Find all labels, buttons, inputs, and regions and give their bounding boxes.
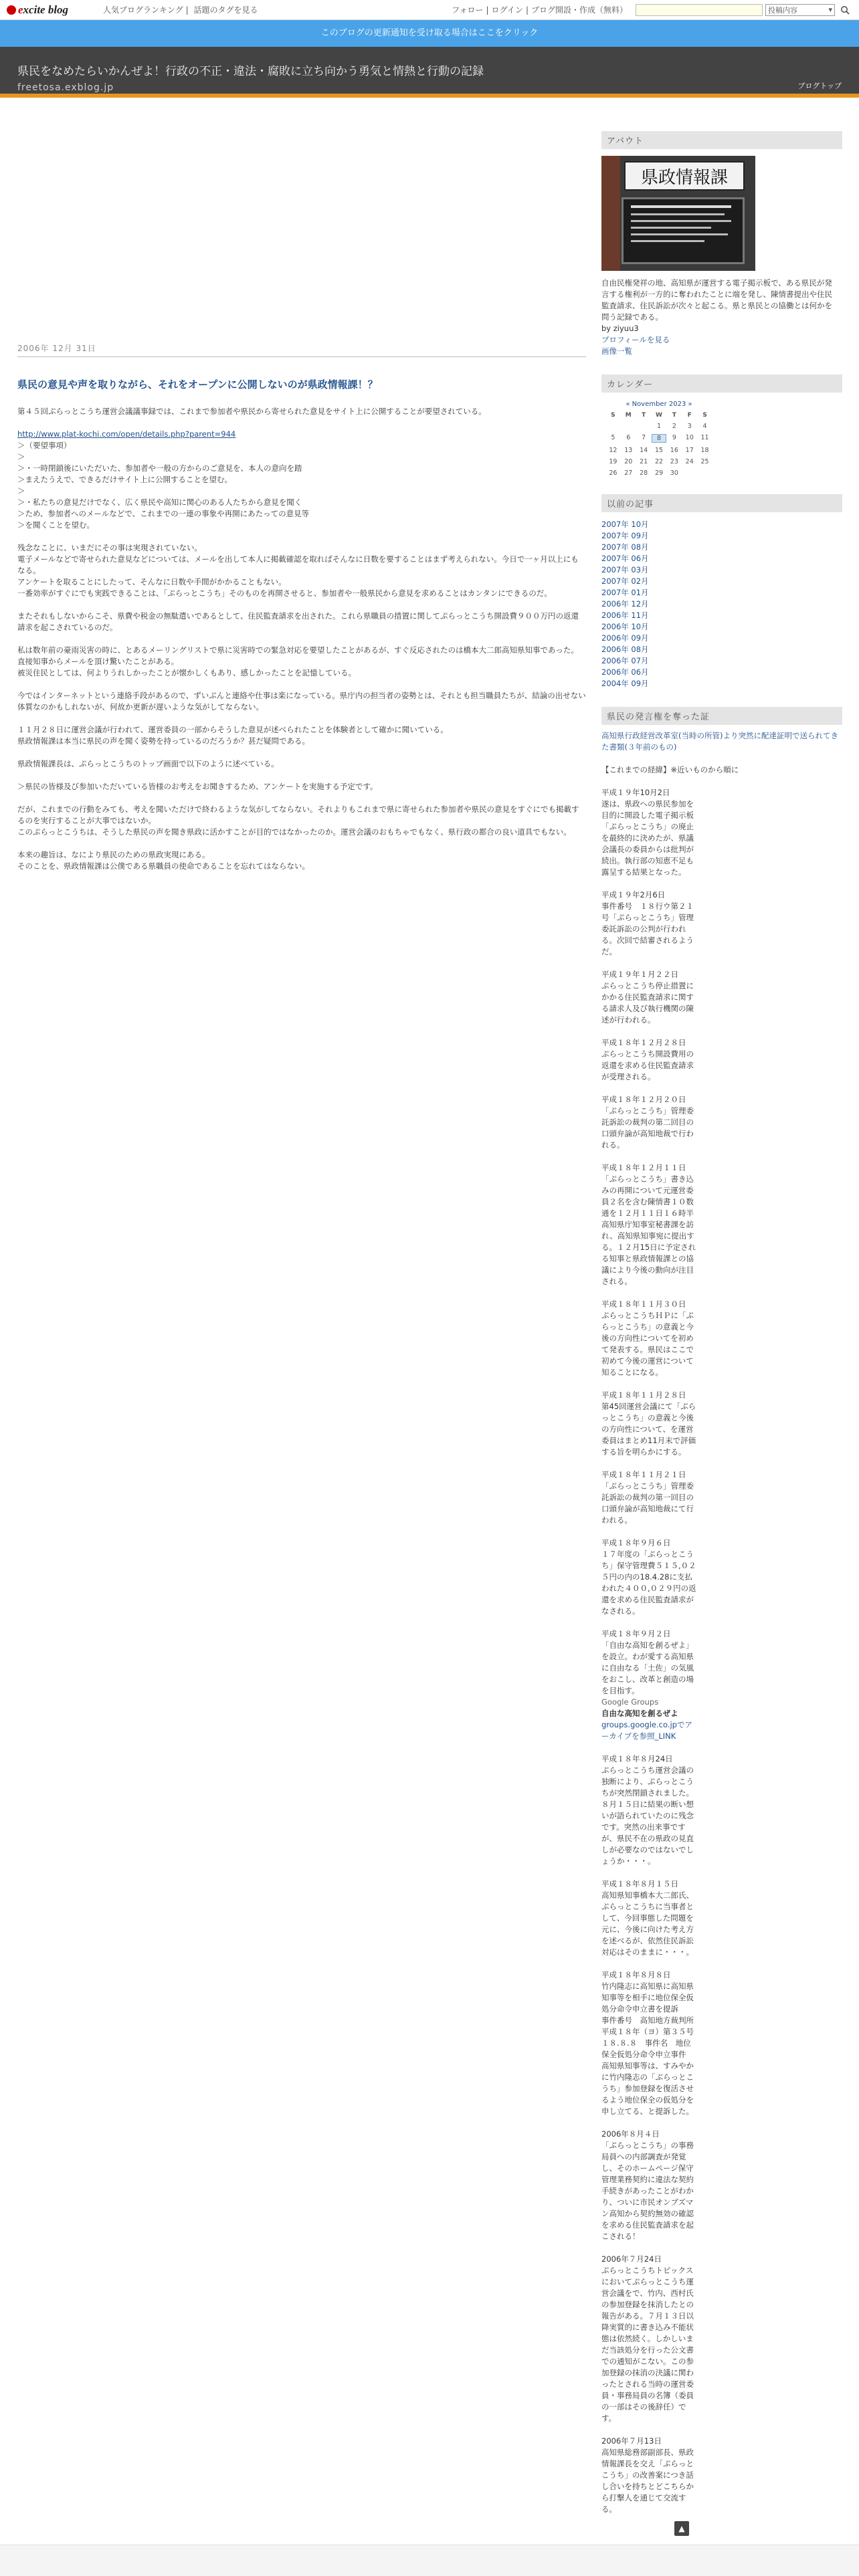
calendar-day[interactable]: 19 (609, 458, 617, 465)
sidebar (601, 131, 842, 2533)
history-date: 平成１８年８月24日 (601, 1754, 673, 1763)
history-date: 平成１８年１２月１１日 (601, 1163, 686, 1172)
profile-image-sign: 県政情報課 (640, 167, 728, 188)
profile-link[interactable]: プロフィールを見る (601, 335, 670, 344)
history-item (601, 1537, 698, 1617)
header-stripe (0, 94, 859, 98)
history-date: 平成１８年９月２日 (601, 1629, 671, 1638)
history-item (601, 1162, 698, 1287)
image-list-link[interactable]: 画像一覧 (601, 346, 632, 356)
post-body (17, 406, 586, 872)
history-item (601, 1879, 698, 1958)
calendar-day[interactable]: 13 (624, 447, 633, 454)
history-list (601, 787, 702, 2515)
archive-month-link[interactable]: 2006年 06月 (601, 667, 649, 677)
logo-globe-icon (7, 5, 16, 15)
history-item (601, 1390, 698, 1458)
archive-section (601, 494, 842, 689)
history-date: 平成１８年１２月２０日 (601, 1095, 686, 1104)
update-notify-banner[interactable]: このブログの更新通知を受け取る場合はここをクリック (0, 20, 859, 47)
post-line: だが、これまでの行動をみても、考えを聞いただけで終わるような気がしてならない。それよりもこれまで県に寄せられた参加者や県民の意見をすぐにでも掲載するのを実行することが大事ではないか。 (17, 804, 579, 825)
quote-line: ＞・一時閉鎖後にいただいた、参加者や一般の方からのご意見を、本人の意向を踏 (17, 463, 302, 473)
calendar-weekday: W (656, 412, 662, 419)
post-line: 私は数年前の豪雨災害の時に、とあるメーリングリストで県に災害時での緊急対応を要望したことがあるが、すぐ反応されたのは橋本大二郎高知県知事であった。直接知事からメールを頂け驚いたことがある。 (17, 645, 579, 666)
calendar-day[interactable]: 25 (700, 458, 709, 465)
archive-list (601, 519, 842, 689)
google-groups-image: Google Groups (601, 1697, 659, 1707)
archive-month-link[interactable]: 2007年 02月 (601, 576, 649, 586)
footer (0, 2545, 859, 2576)
post-paragraph (17, 724, 586, 747)
tags-link[interactable]: 話題のタグを見る (193, 5, 258, 15)
calendar-day[interactable]: 12 (609, 447, 617, 454)
history-extra: 事件番号 高知地方裁判所 平成１８年（ヨ）第３５号 １８.８.８ 事件名 地位保全仮処分命令申立事件 (601, 2016, 702, 2059)
history-text: １７年度の「ぷらっとこうち」保守管理費５１５,０２５円の内の18.4.28に支払われた４００,０２９円の返還を求める住民監査請求がなされる。 (601, 1549, 696, 1616)
blog-top-link[interactable]: ブログトップ (797, 82, 842, 90)
post-paragraph: ＞県民の皆様及び参加いただいている皆様のお考えをお聞きするため、アンケートを実施する予定です。 (17, 782, 378, 791)
history-item (601, 787, 698, 878)
excite-blog-logo[interactable] (7, 3, 94, 17)
calendar-heading: カレンダー (601, 374, 842, 393)
search-scope-select[interactable] (765, 4, 835, 16)
quote-line: ＞・私たちの意見だけでなく、広く県民や高知に関心のある人たちから意見を聞く (17, 498, 302, 507)
calendar-day[interactable]: 24 (685, 458, 694, 465)
history-item (601, 1969, 702, 2117)
history-intro: 【これまでの経緯】※近いものから順に (601, 765, 739, 774)
google-groups-link[interactable]: groups.google.co.jp (601, 1720, 677, 1729)
quote-block (17, 440, 586, 531)
main-content (17, 342, 586, 883)
history-date: 平成１８年８月８日 (601, 1970, 671, 1979)
history-text: 高知県総務部副部長、県政情報課長を交え「ぷらっとこうち」の改善案につき話し合いを持ちとどこちらから打撃人を通じて交流する。 (601, 2448, 694, 2514)
post-line: このぷらっとこうちは、そうした県民の声を聞き県政に活かすことが目的ではなかったのか。運営会議のおもちゃでもなく、県行政の都合の良い道具でもない。 (17, 827, 571, 837)
history-date: 2006年７月13日 (601, 2436, 662, 2446)
history-item (601, 1469, 698, 1526)
calendar-day[interactable]: 20 (624, 458, 633, 465)
calendar-day[interactable]: 28 (640, 469, 648, 477)
history-text: ぷらっとこうち運営会議の独断により、ぷらっとこうちが突然閉鎖されました。８月１５日に結果の断い想いが語られていたのに残念です。突然の出来事ですが、県民不在の県政の見直しが必要なのではないでしょうか・・・。 (601, 1765, 694, 1866)
calendar-day[interactable]: 16 (670, 447, 678, 454)
calendar-day[interactable]: 17 (685, 447, 694, 454)
history-text: 「ぷらっとこうち」管理委託訴訟の裁判の第二回目の口頭弁論が高知地裁で行われる。 (601, 1106, 694, 1150)
calendar-weekday: F (687, 412, 692, 419)
post-line: そのことを、県政情報課は公僕である県職員の使命であることを忘れてはならない。 (17, 861, 310, 871)
calendar-day[interactable]: 11 (700, 434, 709, 441)
post-paragraph (17, 804, 586, 838)
history-date: 平成１８年９月６日 (601, 1538, 671, 1547)
blog-title[interactable]: 県民をなめたらいかんぜよ！行政の不正・違法・腐敗に立ち向かう勇気と情熱と行動の記録 (17, 65, 484, 78)
calendar-day[interactable]: 18 (700, 447, 709, 454)
history-item (601, 1094, 698, 1151)
search-button[interactable] (838, 3, 852, 17)
archive-month-link[interactable]: 2006年 08月 (601, 645, 649, 654)
blog-url: freetosa.exblog.jp (17, 82, 114, 93)
history-text: 「自由な高知を創るぜよ」を設立。わが愛する高知県に自由なる「土佐」の気風をおこし、改革と創造の場を目指す。 (601, 1640, 694, 1695)
excite-topbar: e xcite blog 人気ブログランキング | 話題のタグを見る フォロー | ログイン | ブログ開設・作成（無料） 投稿内容 ▾ (0, 0, 859, 20)
archive-month-link[interactable]: 2007年 01月 (601, 588, 649, 597)
archive-month-link[interactable]: 2007年 06月 (601, 554, 649, 563)
history-text: 竹内隆志に高知県に高知県知事等を相手に地位保全仮処分命令申立書を提訴 (601, 1981, 694, 2014)
post-line: アンケートを取ることにしたって、そんなに日数や手間がかかることもない。 (17, 577, 286, 586)
history-text: 第45回運営会議にて「ぷらっとこうち」の意義と今後の方向性について、を運営委員はまとめ11月末で評価する旨を明らかにする。 (601, 1402, 696, 1457)
archive-month-link[interactable]: 2006年 07月 (601, 656, 649, 665)
post-date: 2006年 12月 31日 (17, 342, 586, 357)
calendar-day[interactable]: 3 (687, 423, 692, 430)
login-link[interactable]: ログイン (491, 5, 523, 15)
history-text: ぷらっとこうち停止措置にかかる住民監査請求に関する請求人及び執行機関の陳述が行われる。 (601, 981, 694, 1025)
about-section (601, 131, 842, 357)
post-paragraph: またそれもしないからこそ、県費や税金の無駄遣いであるとして、住民監査請求を出された。これら県職員の措置に関してぷらっとこうち開設費９００万円の返還請求を起こされているのだ。 (17, 611, 579, 632)
blog-header (0, 47, 859, 94)
quote-line: ＞まえたうえで、できるだけサイト上に公開することを望む。 (17, 475, 232, 484)
calendar-day (697, 469, 712, 477)
calendar-weekday: S (611, 412, 615, 419)
post-line: 残念なことに、いまだにその事は実現されていない。 (17, 543, 202, 552)
history-item (601, 1753, 698, 1867)
calendar-section (601, 374, 842, 477)
post-line: 県政情報課は本当に県民の声を聞く姿勢を持っているのだろうか？甚だ疑問である。 (17, 736, 310, 746)
history-text: 遂は、県政への県民参加を目的に開設した電子掲示板「ぷらっとこうち」の廃止を最終的に決めたが、県議会議長の委員からは批判が続出。執行部の知恵不足も露呈する結果となった。 (601, 799, 694, 877)
post-line: １１月２８日に運営会議が行われて、運営委員の一部からそうした意見が述べられたことを体験者として確かに聞いている。 (17, 725, 448, 734)
archive-month-link[interactable]: 2004年 09月 (601, 679, 649, 688)
quote-line: ＞ため、参加者へのメールなどで、これまでの一連の事象や再開にあたっての意見等 (17, 509, 310, 518)
about-description: 自由民権発祥の地、高知県が運営する電子掲示板で、ある県民が発言する権利が一方的に奪われたことに端を発し、陳情書提出や住民監査請求、住民訴訟が次々と起こる。県と県民との協働とは何かを問う記録である。 (601, 278, 832, 322)
history-date: 2006年８月４日 (601, 2129, 660, 2139)
group-name: 自由な高知を創るぜよ (601, 1709, 678, 1718)
post-paragraph: 今ではインターネットという連絡手段があるので、ずいぶんと連絡や仕事は楽になっている。県庁内の担当者の姿勢とは、それとも担当職員たちが、結論の出せない体質なのかもしれないが、何故か更新が遅いような気がしてならない。 (17, 691, 586, 712)
about-author: by ziyuu3 (601, 324, 639, 333)
calendar-day (636, 423, 652, 430)
archive-month-link[interactable]: 2006年 09月 (601, 633, 649, 643)
history-item (601, 889, 698, 958)
calendar-day[interactable]: 22 (654, 458, 664, 465)
archive-month-link[interactable]: 2007年 10月 (601, 520, 649, 529)
post-paragraph: 第４５回ぷらっとこうち運営会議議事録では、これまで参加者や県民から寄せられた意見をサイト上に公開することが要望されている。 (17, 407, 486, 416)
logo-e: e (18, 3, 23, 16)
search-input[interactable] (636, 4, 763, 16)
history-text: 事件番号 １８行ウ第２１号「ぷらっとこうち」管理委託訴訟の公判が行われる。次回で結審されるようだ。 (601, 901, 694, 956)
calendar-day[interactable]: 26 (609, 469, 617, 477)
calendar-day[interactable]: 14 (640, 447, 648, 454)
history-date: 平成１９年2月6日 (601, 890, 666, 899)
calendar-month-nav[interactable]: « November 2023 » (626, 401, 692, 408)
calendar (605, 401, 712, 477)
logo-text: xcite blog (23, 3, 69, 16)
history-item (601, 1628, 698, 1742)
calendar-day[interactable]: 5 (611, 434, 615, 441)
evidence-heading: 県民の発言権を奪った証 (601, 707, 842, 725)
search-icon (840, 5, 850, 15)
archive-month-link[interactable]: 2006年 10月 (601, 622, 649, 631)
create-blog-link[interactable]: ブログ開設・作成（無料） (531, 5, 628, 15)
history-extra: 高知県知事等は、すみやかに竹内隆志の「ぷらっとこうち」参加登録を復活させるよう地位保全の仮処分を申し立てる、と提訴した。 (601, 2061, 694, 2116)
history-date: 平成１８年１２月２８日 (601, 1038, 686, 1047)
calendar-day[interactable]: 10 (685, 434, 694, 441)
quote-line: ＞（要望事項） (17, 441, 72, 450)
calendar-day[interactable]: 21 (640, 458, 648, 465)
history-text: ぷらっとこうちトピックスにおいてぷらっとこうち運営会議をで、竹内、西村氏の参加登録を抹消したとの報告がある。７月１３日以降実質的に書き込み不能状態は依然続く。しかしいまだ当該処分を行った公文書での通知がこない。この参加登録の抹消の決議に関わったとされる当時の運営委員・事務局員の名簿（委員の一部はその後辞任）です。 (601, 2266, 694, 2423)
history-item (601, 969, 698, 1026)
post-title[interactable]: 県民の意見や声を取りながら、それをオープンに公開しないのが県政情報課！？ (17, 379, 378, 391)
calendar-day[interactable]: 23 (670, 458, 678, 465)
post-paragraph (17, 645, 586, 679)
history-text: ぷらっとこうち開設費用の返還を求める住民監査請求が受理される。 (601, 1049, 694, 1081)
chevron-up-icon: ▲ (678, 2524, 685, 2533)
calendar-day[interactable]: 4 (702, 423, 707, 430)
calendar-day[interactable]: 9 (672, 434, 676, 441)
post-line: 一番効率がすぐにでも実践できることは、「ぷらっとこうち」そのものを再開させると、参加者や一般県民から意見を求めることはカンタンにできるのだ。 (17, 588, 552, 598)
post-line: 本来の趣旨は、なにより県民のための県政実現にある。 (17, 850, 210, 859)
history-date: 2006年７月24日 (601, 2254, 662, 2264)
archive-heading: 以前の記事 (601, 494, 842, 512)
quote-line: ＞を聞くことを望む。 (17, 520, 94, 530)
archive-month-link[interactable]: 2006年 12月 (601, 599, 649, 609)
plat-kochi-link[interactable]: http://www.plat-kochi.com/open/details.php?parent=944 (17, 429, 236, 439)
calendar-day (605, 423, 621, 430)
archive-month-link[interactable]: 2006年 11月 (601, 611, 649, 620)
post-paragraph (17, 542, 586, 599)
quote-line: ＞ (17, 486, 25, 496)
history-date: 平成１８年１１月２１日 (601, 1470, 686, 1479)
calendar-day[interactable]: 27 (624, 469, 633, 477)
history-date: 平成１８年１１月２８日 (601, 1390, 686, 1400)
history-item (601, 2129, 698, 2242)
follow-link[interactable]: フォロー (452, 5, 484, 15)
post-line: 被災住民としては、何よりうれしかったことが懐かしくもあり、感しかったことを記憶している。 (17, 668, 356, 677)
profile-image[interactable] (601, 156, 755, 271)
calendar-weekday: T (642, 412, 646, 419)
history-text: 「ぷらっとこうち」書き込みの再開について元運営委員２名を含む陳情書１０数通を１２月１１日１６時半高知県庁知事室秘書課を訪れ、高知県知事宛に提出する。１２月15日に予定される知事と県政情報課との協議により今後の動向が注目される。 (601, 1174, 696, 1286)
history-item (601, 2436, 698, 2515)
evidence-doc-link[interactable]: 高知県行政経営改革室(当時の所管)より突然に配達証明で送られてきた書類(３年前のもの) (601, 731, 838, 752)
archive-month-link[interactable]: 2007年 08月 (601, 542, 649, 552)
calendar-day[interactable]: 8 (652, 434, 667, 443)
calendar-day[interactable]: 2 (672, 423, 676, 430)
calendar-weekday: T (672, 412, 676, 419)
evidence-section (601, 707, 842, 2515)
quote-line: ＞ (17, 452, 25, 461)
history-text: 「ぷらっとこうち」の事務局員への内部調査が発覚し、そのホームページ保守管理業務契約に違法な契約手続きがあったことがわかり、ついに市民オンブズマン高知から契約無効の確認を求める住民監査請求を起こされる！ (601, 2141, 694, 2241)
archive-month-link[interactable]: 2007年 03月 (601, 565, 649, 574)
calendar-day[interactable]: 1 (656, 423, 662, 430)
post-paragraph (17, 849, 586, 872)
calendar-weekday: S (702, 412, 707, 419)
history-item (601, 1037, 698, 1083)
post-line: 電子メールなどで寄せられた意見などについては、メールを出して本人に掲載確認を取ればそんなに日数を要することはまず考えられない。今日で一ヶ月以上にもなる。 (17, 554, 579, 575)
calendar-day[interactable]: 6 (626, 434, 631, 441)
archive-month-link[interactable]: 2007年 09月 (601, 531, 649, 540)
calendar-day[interactable]: 29 (654, 469, 664, 477)
calendar-weekday: M (625, 412, 632, 419)
archive-reference-link[interactable]: でアーカイブを参照_LINK (601, 1720, 692, 1741)
post-paragraph: 県政情報課長は、ぷらっとこうちのトップ画面で以下のように述べている。 (17, 759, 279, 768)
evidence-news (601, 730, 839, 776)
history-date: 平成１８年８月１５日 (601, 1879, 678, 1889)
chevron-down-icon: ▾ (828, 5, 832, 14)
history-text: 高知県知事橋本大二郎氏、ぷらっとこうちに当事者として、今回事態した問題を元に、今後に向けた考え方を述べるが、依然住民訴訟対応はそのままに・・・。 (601, 1891, 694, 1957)
history-item (601, 1299, 698, 1378)
history-text: 「ぷらっとこうち」管理委託訴訟の裁判の第一回目の口頭弁論が高知地裁にて行われる。 (601, 1481, 694, 1525)
about-heading: アバウト (601, 131, 842, 149)
search-scope-value: 投稿内容 (768, 5, 797, 15)
history-date: 平成１９年10月2日 (601, 788, 670, 797)
history-item (601, 2254, 698, 2424)
page-top-button[interactable] (674, 2521, 689, 2536)
history-text: ぷらっとこうちＨＰに「ぷらっとこうち」の意義と今後の方向性についてを初めて発表する。県民はここで初めて今後の運営について知ることになる。 (601, 1311, 694, 1377)
history-date: 平成１９年１月２２日 (601, 970, 678, 979)
calendar-day (621, 423, 636, 430)
calendar-day[interactable]: 7 (642, 434, 646, 441)
history-date: 平成１８年１１月３０日 (601, 1299, 686, 1309)
ranking-link[interactable]: 人気ブログランキング (103, 5, 183, 15)
calendar-day[interactable]: 30 (670, 469, 678, 477)
calendar-day (682, 469, 697, 477)
calendar-grid (605, 412, 712, 477)
calendar-day[interactable]: 15 (654, 447, 664, 454)
